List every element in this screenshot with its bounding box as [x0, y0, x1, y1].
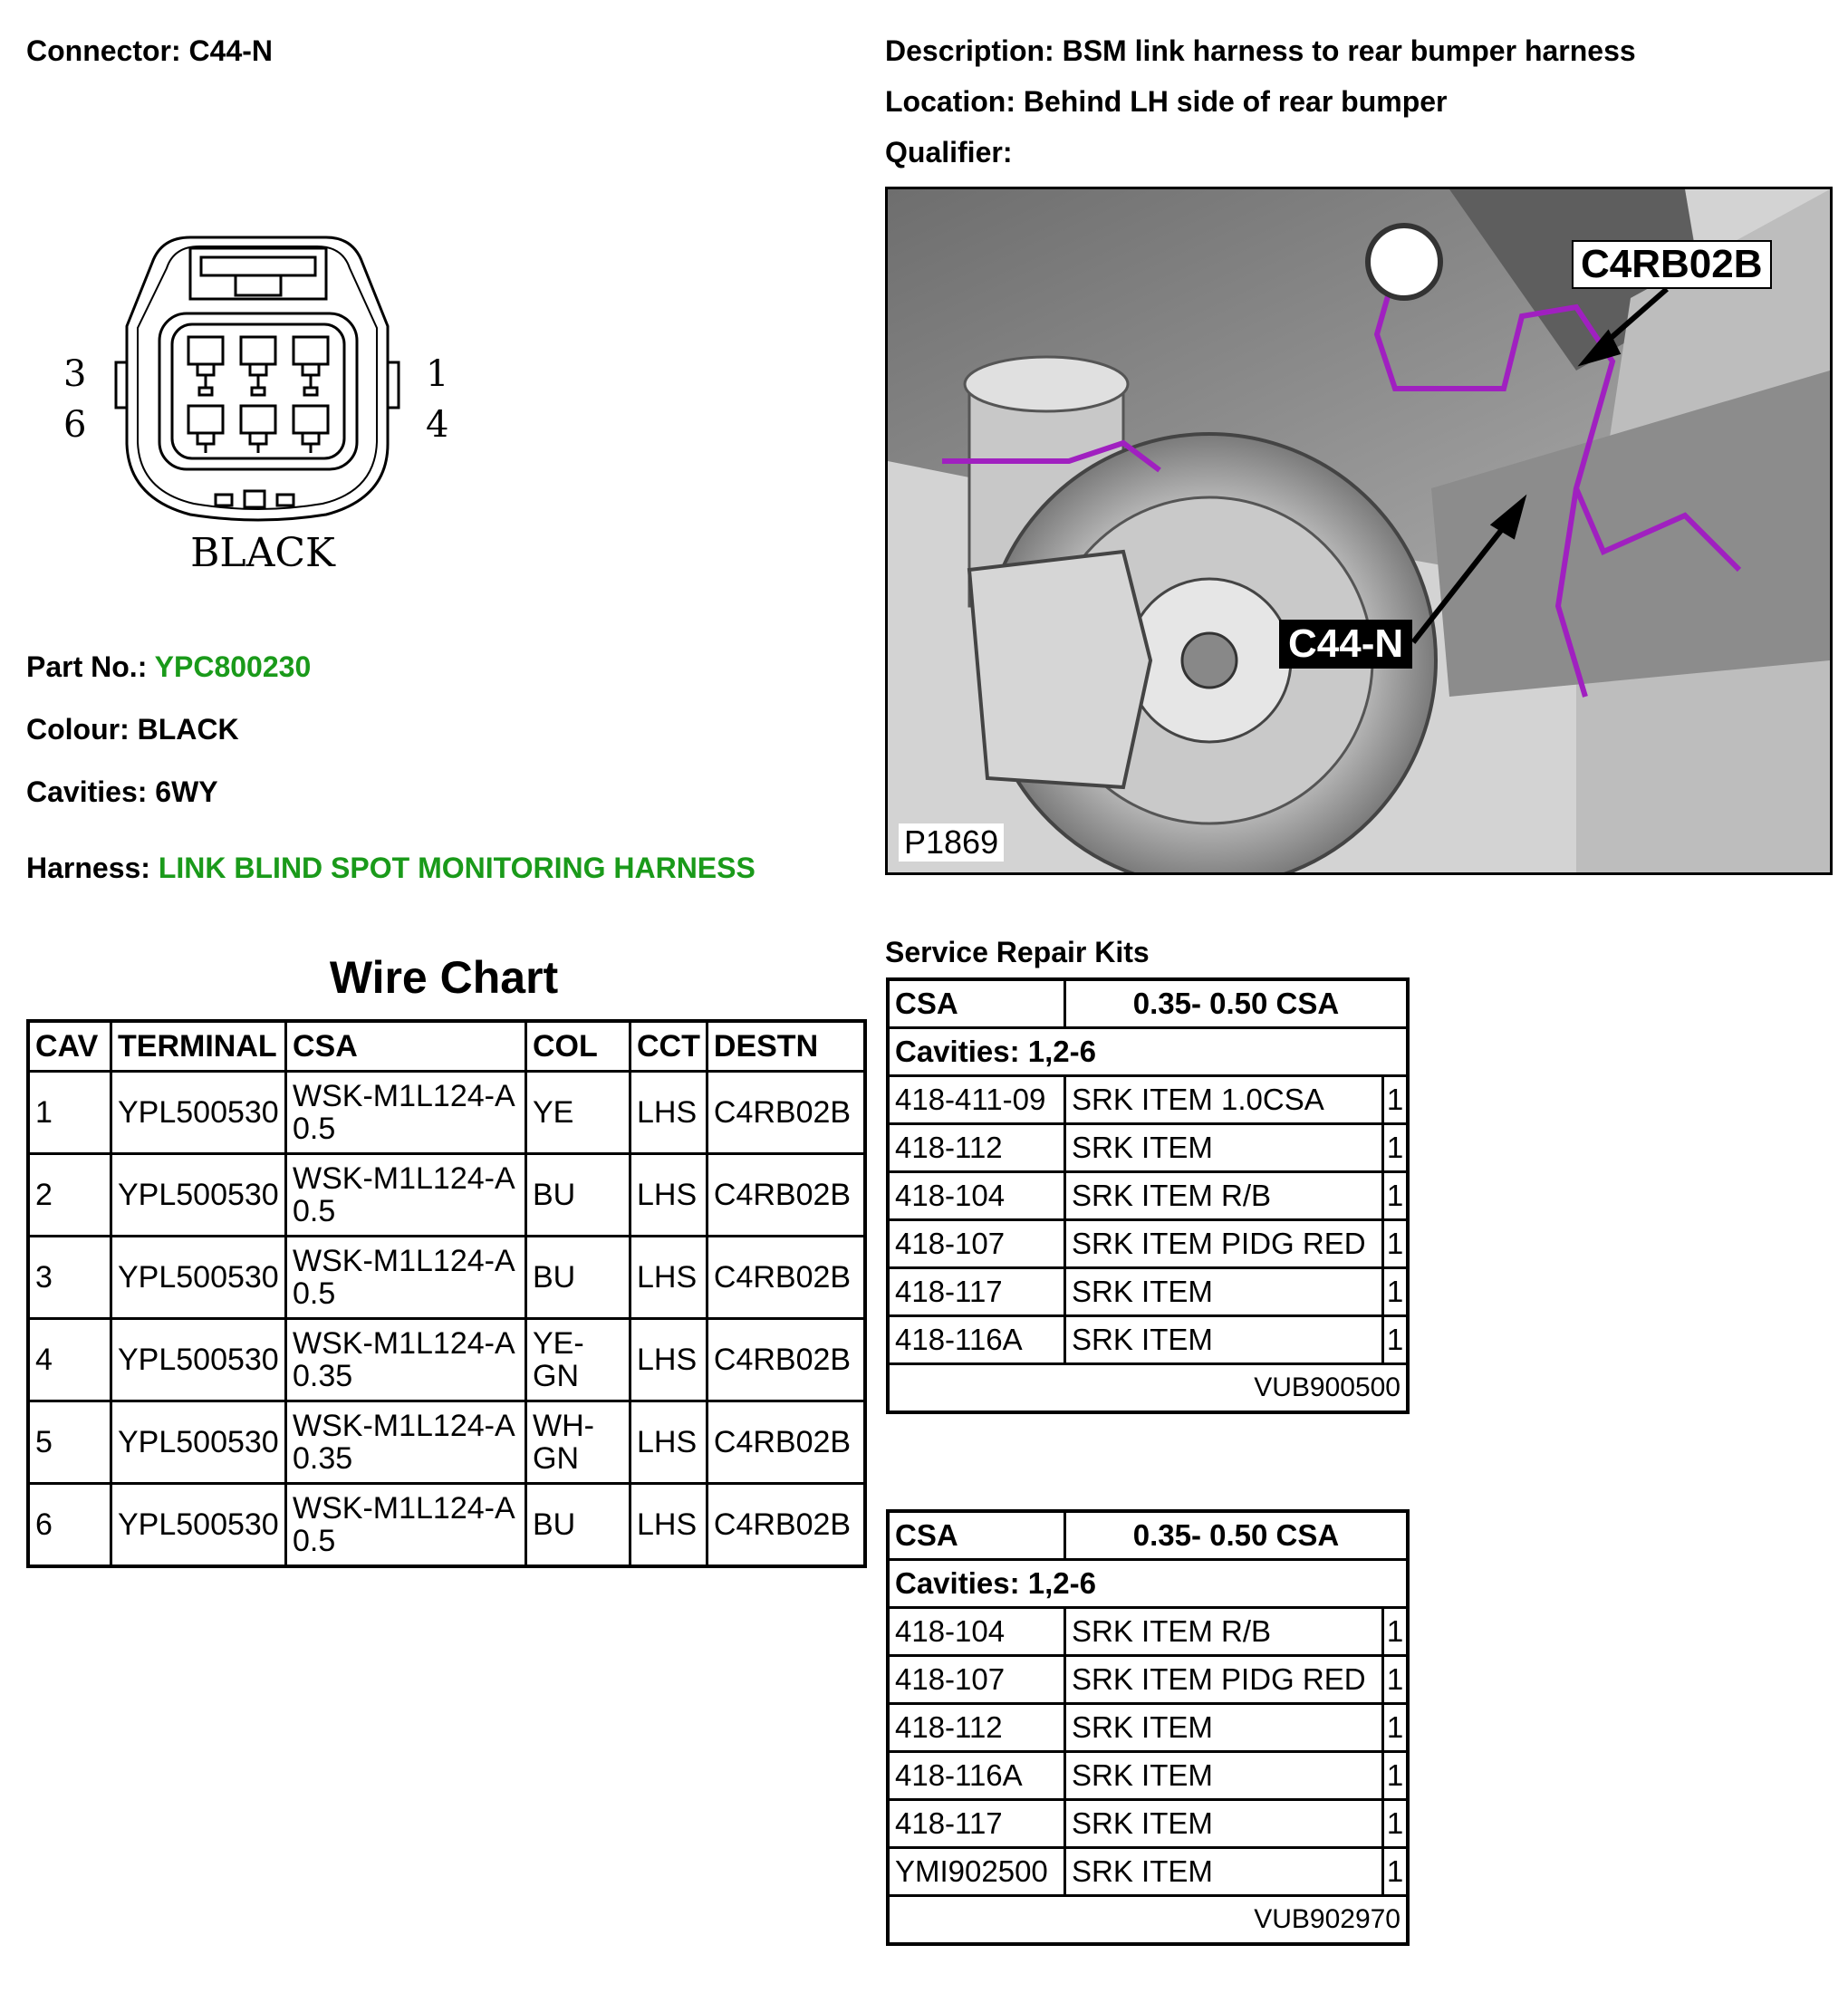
table-row: [888, 1076, 1408, 1124]
cell-col: [526, 1401, 630, 1484]
location-value: Behind LH side of rear bumper: [1023, 85, 1448, 118]
kit-item-code: YMI902500: [888, 1848, 1065, 1896]
part-no-line: [26, 650, 311, 684]
kit-csa-label: CSA: [888, 979, 1065, 1028]
table-row: [28, 1237, 865, 1319]
cell-destn: C4RB02B: [707, 1237, 865, 1319]
table-row: [888, 1316, 1408, 1364]
table-row: [888, 1124, 1408, 1172]
cell-csa: [286, 1072, 526, 1154]
kit-item-code: 418-411-09: [888, 1076, 1065, 1124]
kit-item-desc: SRK ITEM: [1065, 1268, 1383, 1316]
table-row: [888, 1704, 1408, 1752]
cell-csa: [286, 1484, 526, 1567]
table-row: [888, 1800, 1408, 1848]
callout-c44-n: C44-N: [1279, 620, 1412, 669]
kit-item-code: 418-107: [888, 1656, 1065, 1704]
description-value: BSM link harness to rear bumper harness: [1062, 34, 1636, 67]
harness-label: Harness:: [26, 852, 150, 884]
kit-number-row: [888, 1896, 1408, 1945]
kit-cavities-row: [888, 1028, 1408, 1076]
kit-item-desc: SRK ITEM 1.0CSA: [1065, 1076, 1383, 1124]
col-header-terminal: TERMINAL: [111, 1021, 286, 1072]
pin-label-4: 4: [426, 404, 449, 446]
cell-terminal: YPL500530: [111, 1154, 286, 1237]
kit-item-qty: 1: [1383, 1704, 1409, 1752]
colour-label: Colour:: [26, 713, 130, 746]
cell-terminal: YPL500530: [111, 1319, 286, 1401]
kit-item-qty: 1: [1383, 1752, 1409, 1800]
kit-item-qty: 1: [1383, 1076, 1409, 1124]
cell-csa-size: 0.5: [293, 1524, 336, 1558]
cell-csa: [286, 1319, 526, 1401]
cell-cct: LHS: [630, 1319, 707, 1401]
kit-item-code: 418-107: [888, 1220, 1065, 1268]
cell-cav: 1: [28, 1072, 111, 1154]
cell-csa-size: 0.35: [293, 1359, 353, 1393]
wire-chart-header-row: [28, 1021, 865, 1072]
table-row: [888, 1608, 1408, 1656]
location-photo: [885, 187, 1833, 875]
kit-csa-label: CSA: [888, 1511, 1065, 1560]
kit-item-qty: 1: [1383, 1268, 1409, 1316]
cell-cct: LHS: [630, 1401, 707, 1484]
kit-item-desc: SRK ITEM PIDG RED: [1065, 1220, 1383, 1268]
kit-csa-value: 0.35- 0.50 CSA: [1065, 1511, 1409, 1560]
kit-item-desc: SRK ITEM: [1065, 1316, 1383, 1364]
kit-number: VUB902970: [888, 1896, 1408, 1945]
kit-item-qty: 1: [1383, 1656, 1409, 1704]
cell-terminal: YPL500530: [111, 1484, 286, 1567]
kit-csa-row: [888, 979, 1408, 1028]
cell-csa-size: 0.5: [293, 1112, 336, 1146]
cell-csa-size: 0.35: [293, 1441, 353, 1476]
cell-cav: 4: [28, 1319, 111, 1401]
cell-col: [526, 1484, 630, 1567]
connector-colour-text: BLACK: [190, 530, 335, 576]
part-no-label: Part No.:: [26, 650, 148, 683]
kit-csa-value: 0.35- 0.50 CSA: [1065, 979, 1409, 1028]
kit-item-code: 418-116A: [888, 1752, 1065, 1800]
connector-face-diagram: [54, 226, 471, 589]
cell-col-line1: YE: [533, 1095, 574, 1130]
kit-item-code: 418-117: [888, 1268, 1065, 1316]
brake-assembly-illustration: [888, 189, 1830, 872]
description-label: Description:: [885, 34, 1054, 67]
cell-csa-spec: WSK-M1L124-A: [293, 1244, 515, 1278]
cell-col: [526, 1154, 630, 1237]
cell-col: [526, 1319, 630, 1401]
col-header-col: COL: [526, 1021, 630, 1072]
cell-col-line2: GN: [533, 1359, 579, 1393]
kit-cavities: Cavities: 1,2-6: [888, 1560, 1408, 1608]
cell-cct: LHS: [630, 1072, 707, 1154]
description-line: [885, 34, 1636, 68]
cell-col: [526, 1072, 630, 1154]
cell-csa-spec: WSK-M1L124-A: [293, 1491, 515, 1526]
service-kit-table-2: [886, 1509, 1410, 1946]
colour-line: [26, 713, 239, 746]
kit-item-code: 418-112: [888, 1124, 1065, 1172]
location-label: Location:: [885, 85, 1015, 118]
table-row: [28, 1072, 865, 1154]
cell-csa: [286, 1237, 526, 1319]
table-row: [888, 1752, 1408, 1800]
wire-chart-title: Wire Chart: [329, 952, 559, 1003]
kit-item-code: 418-104: [888, 1608, 1065, 1656]
kit-item-desc: SRK ITEM PIDG RED: [1065, 1656, 1383, 1704]
cell-col-line1: BU: [533, 1507, 576, 1542]
cell-terminal: YPL500530: [111, 1401, 286, 1484]
kit-item-desc: SRK ITEM: [1065, 1848, 1383, 1896]
kit-item-code: 418-116A: [888, 1316, 1065, 1364]
kit-item-code: 418-104: [888, 1172, 1065, 1220]
cell-terminal: YPL500530: [111, 1237, 286, 1319]
table-row: [28, 1484, 865, 1567]
cell-csa-size: 0.5: [293, 1276, 336, 1311]
connector-label: Connector:: [26, 34, 181, 67]
kit-item-qty: 1: [1383, 1220, 1409, 1268]
cavities-value: 6WY: [155, 775, 218, 808]
wire-chart-table: [26, 1019, 867, 1568]
cell-cav: 2: [28, 1154, 111, 1237]
kit-item-desc: SRK ITEM: [1065, 1800, 1383, 1848]
kit-item-qty: 1: [1383, 1172, 1409, 1220]
cell-destn: C4RB02B: [707, 1401, 865, 1484]
part-no-value: YPC800230: [154, 650, 312, 683]
kit-number: VUB900500: [888, 1364, 1408, 1413]
table-row: [28, 1401, 865, 1484]
cavities-line: [26, 775, 218, 809]
colour-value: BLACK: [137, 713, 239, 746]
col-header-csa: CSA: [286, 1021, 526, 1072]
kit-item-desc: SRK ITEM: [1065, 1704, 1383, 1752]
cell-cct: LHS: [630, 1237, 707, 1319]
cell-csa-spec: WSK-M1L124-A: [293, 1326, 515, 1361]
cell-csa-spec: WSK-M1L124-A: [293, 1161, 515, 1196]
connector-line: [26, 34, 273, 68]
cell-destn: C4RB02B: [707, 1072, 865, 1154]
kit-item-qty: 1: [1383, 1124, 1409, 1172]
kit-item-qty: 1: [1383, 1848, 1409, 1896]
callout-c4rb02b: C4RB02B: [1572, 240, 1772, 289]
cell-terminal: YPL500530: [111, 1072, 286, 1154]
kit-item-desc: SRK ITEM R/B: [1065, 1608, 1383, 1656]
cell-col-line1: WH-: [533, 1409, 594, 1443]
table-row: [888, 1172, 1408, 1220]
cell-cav: 5: [28, 1401, 111, 1484]
kit-item-desc: SRK ITEM R/B: [1065, 1172, 1383, 1220]
location-line: [885, 85, 1448, 119]
cell-cav: 3: [28, 1237, 111, 1319]
cell-cct: LHS: [630, 1154, 707, 1237]
pin-label-6: 6: [63, 404, 87, 446]
cell-col-line2: GN: [533, 1441, 579, 1476]
kit-item-qty: 1: [1383, 1316, 1409, 1364]
photo-ref: P1869: [899, 823, 1004, 862]
kit-item-code: 418-117: [888, 1800, 1065, 1848]
cell-col: [526, 1237, 630, 1319]
service-kit-table-1: [886, 977, 1410, 1414]
cell-csa-spec: WSK-M1L124-A: [293, 1409, 515, 1443]
cell-csa-size: 0.5: [293, 1194, 336, 1228]
cell-destn: C4RB02B: [707, 1154, 865, 1237]
kit-item-desc: SRK ITEM: [1065, 1124, 1383, 1172]
kit-item-qty: 1: [1383, 1800, 1409, 1848]
table-row: [888, 1268, 1408, 1316]
table-row: [888, 1848, 1408, 1896]
pin-label-3: 3: [63, 353, 87, 395]
kit-cavities-row: [888, 1560, 1408, 1608]
kit-csa-row: [888, 1511, 1408, 1560]
col-header-cct: CCT: [630, 1021, 707, 1072]
table-row: [28, 1154, 865, 1237]
cell-col-line1: BU: [533, 1178, 576, 1212]
harness-line: [26, 852, 756, 885]
kit-item-code: 418-112: [888, 1704, 1065, 1752]
kit-item-qty: 1: [1383, 1608, 1409, 1656]
pin-label-1: 1: [426, 353, 449, 395]
kit-cavities: Cavities: 1,2-6: [888, 1028, 1408, 1076]
col-header-destn: DESTN: [707, 1021, 865, 1072]
table-row: [888, 1220, 1408, 1268]
cell-col-line1: BU: [533, 1260, 576, 1295]
qualifier-label: Qualifier:: [885, 136, 1013, 168]
kit-item-desc: SRK ITEM: [1065, 1752, 1383, 1800]
cell-csa: [286, 1401, 526, 1484]
cell-col-line1: YE-: [533, 1326, 584, 1361]
harness-value: LINK BLIND SPOT MONITORING HARNESS: [158, 852, 756, 884]
cavities-label: Cavities:: [26, 775, 148, 808]
table-row: [888, 1656, 1408, 1704]
col-header-cav: CAV: [28, 1021, 111, 1072]
cell-destn: C4RB02B: [707, 1319, 865, 1401]
cell-destn: C4RB02B: [707, 1484, 865, 1567]
cell-csa-spec: WSK-M1L124-A: [293, 1079, 515, 1113]
kit-number-row: [888, 1364, 1408, 1413]
cell-cct: LHS: [630, 1484, 707, 1567]
service-repair-kits-title: Service Repair Kits: [885, 936, 1150, 968]
cell-csa: [286, 1154, 526, 1237]
cell-cav: 6: [28, 1484, 111, 1567]
table-row: [28, 1319, 865, 1401]
connector-value: C44-N: [188, 34, 274, 67]
